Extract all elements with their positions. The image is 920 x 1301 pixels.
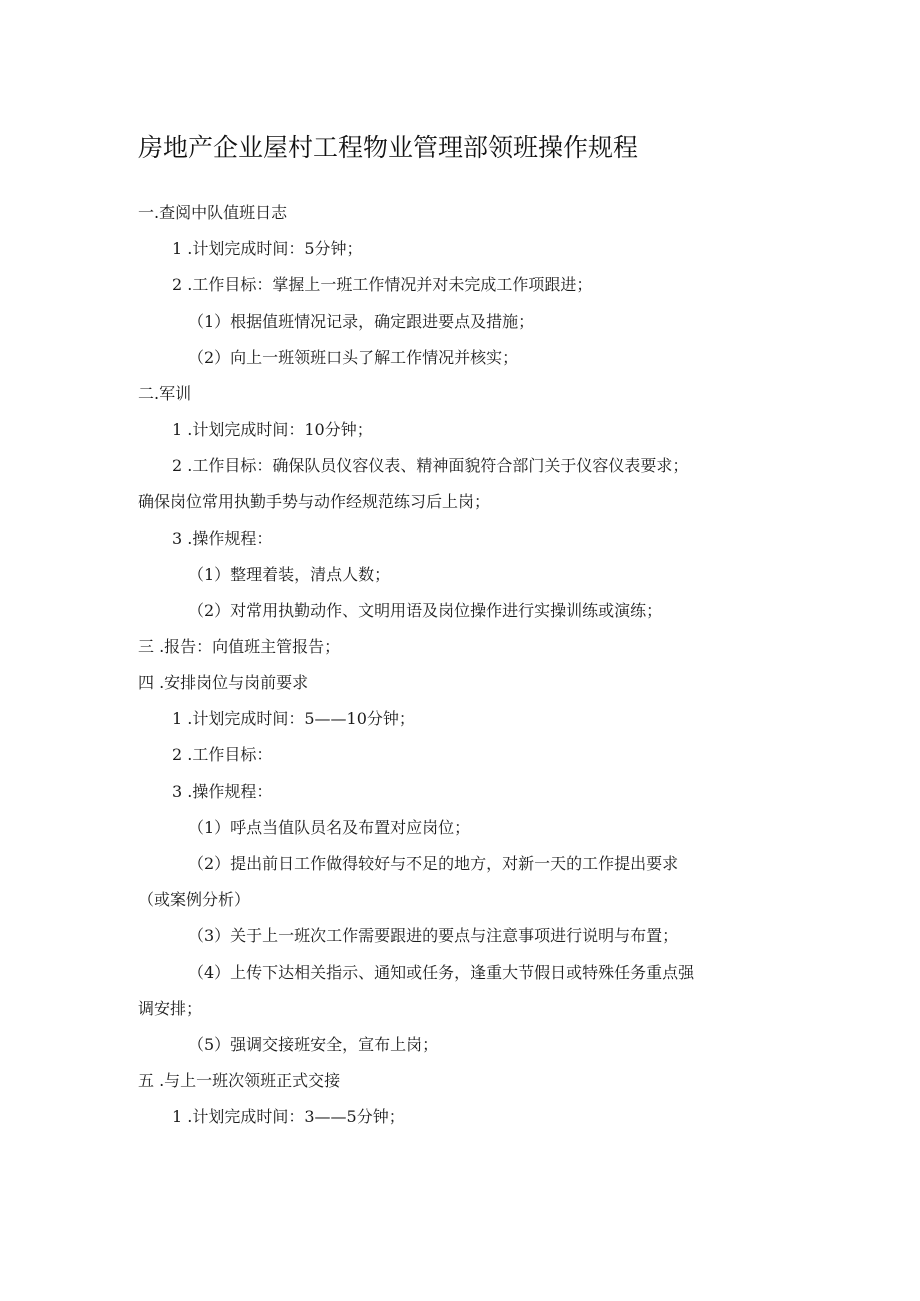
- section-heading: 一.查阅中队值班日志: [138, 203, 288, 222]
- list-item: 3 .操作规程：: [172, 529, 273, 548]
- section-heading: 二.军训: [138, 384, 192, 403]
- sub-item-continuation: 调安排；: [138, 999, 203, 1018]
- sub-item: （2）提出前日工作做得较好与不足的地方，对新一天的工作提出要求: [188, 854, 679, 873]
- section-heading: 五 .与上一班次领班正式交接: [138, 1071, 341, 1090]
- list-item: 1 .计划完成时间：3——5分钟；: [172, 1107, 405, 1126]
- document-title: 房地产企业屋村工程物业管理部领班操作规程: [138, 133, 639, 162]
- list-item: 3 .操作规程：: [172, 782, 273, 801]
- sub-item: （2）对常用执勤动作、文明用语及岗位操作进行实操训练或演练；: [188, 601, 663, 620]
- sub-item: （5）强调交接班安全，宣布上岗；: [188, 1035, 439, 1054]
- list-item: 1 .计划完成时间：5分钟；: [172, 239, 363, 258]
- sub-item: （1）整理着装，清点人数；: [188, 565, 391, 584]
- sub-item-continuation: （或案例分析）: [138, 890, 251, 909]
- section-heading: 四 .安排岗位与岗前要求: [138, 673, 309, 692]
- list-item: 2 .工作目标：掌握上一班工作情况并对未完成工作项跟进；: [172, 275, 593, 294]
- sub-item: （1）根据值班情况记录，确定跟进要点及措施；: [188, 312, 535, 331]
- sub-item: （3）关于上一班次工作需要跟进的要点与注意事项进行说明与布置；: [188, 926, 679, 945]
- list-item: 2 .工作目标：确保队员仪容仪表、精神面貌符合部门关于仪容仪表要求；: [172, 456, 689, 475]
- sub-item: （4）上传下达相关指示、通知或任务，逢重大节假日或特殊任务重点强: [188, 963, 695, 982]
- list-item: 1 .计划完成时间：10分钟；: [172, 420, 373, 439]
- list-item: 1 .计划完成时间：5——10分钟；: [172, 709, 415, 728]
- sub-item: （1）呼点当值队员名及布置对应岗位；: [188, 818, 471, 837]
- sub-item: （2）向上一班领班口头了解工作情况并核实；: [188, 348, 519, 367]
- list-item: 2 .工作目标：: [172, 745, 273, 764]
- section-heading: 三 .报告：向值班主管报告；: [138, 637, 341, 656]
- list-item-continuation: 确保岗位常用执勤手势与动作经规范练习后上岗；: [138, 492, 491, 511]
